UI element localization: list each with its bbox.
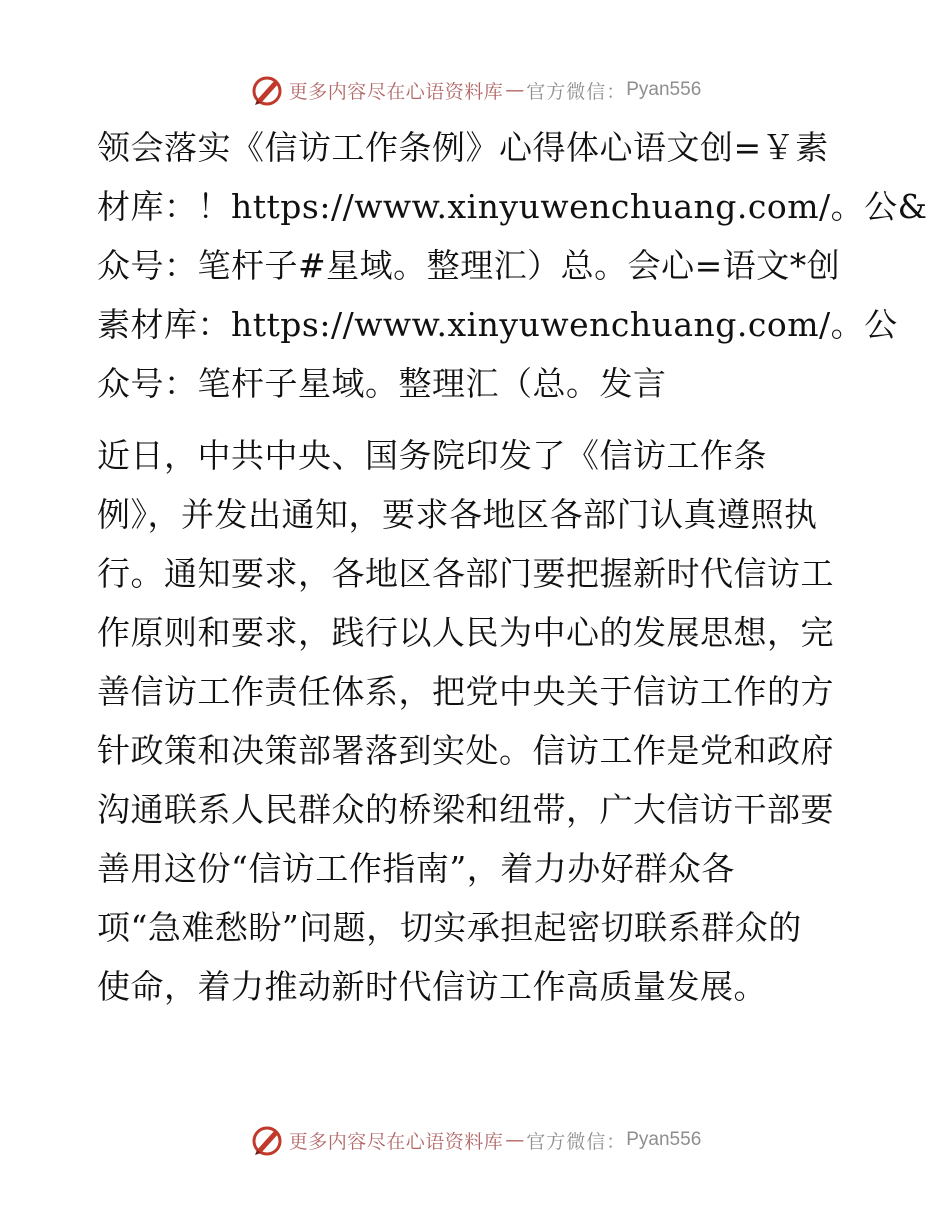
text-line: 行。通知要求，各地区各部门要把握新时代信访工 xyxy=(97,554,834,593)
text-line: 针政策和决策部署落到实处。信访工作是党和政府 xyxy=(97,731,834,770)
banner-text: 更多内容尽在心语资料库 xyxy=(288,80,504,103)
text-line: 沟通联系人民群众的桥梁和纽带，广大信访干部要 xyxy=(97,790,834,829)
text-line: 例》，并发出通知，要求各地区各部门认真遵照执 xyxy=(97,495,818,534)
text-line: 领会落实《信访工作条例》心得体心语文创=￥素 xyxy=(97,128,829,167)
body-paragraph xyxy=(97,426,849,1016)
header-banner xyxy=(0,70,950,110)
text-line: 作原则和要求，践行以人民为中心的发展思想，完 xyxy=(97,613,834,652)
wechat-label: 官方微信： xyxy=(526,1130,627,1153)
title-paragraph xyxy=(97,118,928,413)
footer-banner xyxy=(0,1120,950,1160)
text-line: 善用这份“信访工作指南”，着力办好群众各 xyxy=(97,849,735,888)
banner-text: 更多内容尽在心语资料库 xyxy=(288,1130,504,1153)
wechat-id: Pyan556 xyxy=(626,1129,702,1150)
text-line: 素材库：https://www.xinyuwenchuang.com/。公 xyxy=(97,305,898,344)
pen-logo-icon xyxy=(249,1122,285,1158)
banner-separator: — xyxy=(505,79,525,101)
text-line: 善信访工作责任体系，把党中央关于信访工作的方 xyxy=(97,672,834,711)
text-line: 项“急难愁盼”问题，切实承担起密切联系群众的 xyxy=(97,908,802,947)
wechat-label: 官方微信： xyxy=(526,80,627,103)
wechat-id: Pyan556 xyxy=(626,79,702,100)
banner-separator: — xyxy=(505,1129,525,1151)
pen-logo-icon xyxy=(249,72,285,108)
text-line: 材库：！https://www.xinyuwenchuang.com/。公& xyxy=(97,187,928,226)
text-line: 众号：笔杆子#星域。整理汇）总。会心=语文*创 xyxy=(97,246,841,285)
text-line: 使命，着力推动新时代信访工作高质量发展。 xyxy=(97,967,767,1006)
text-line: 近日，中共中央、国务院印发了《信访工作条 xyxy=(97,436,767,475)
text-line: 众号：笔杆子星域。整理汇（总。发言 xyxy=(97,364,667,403)
